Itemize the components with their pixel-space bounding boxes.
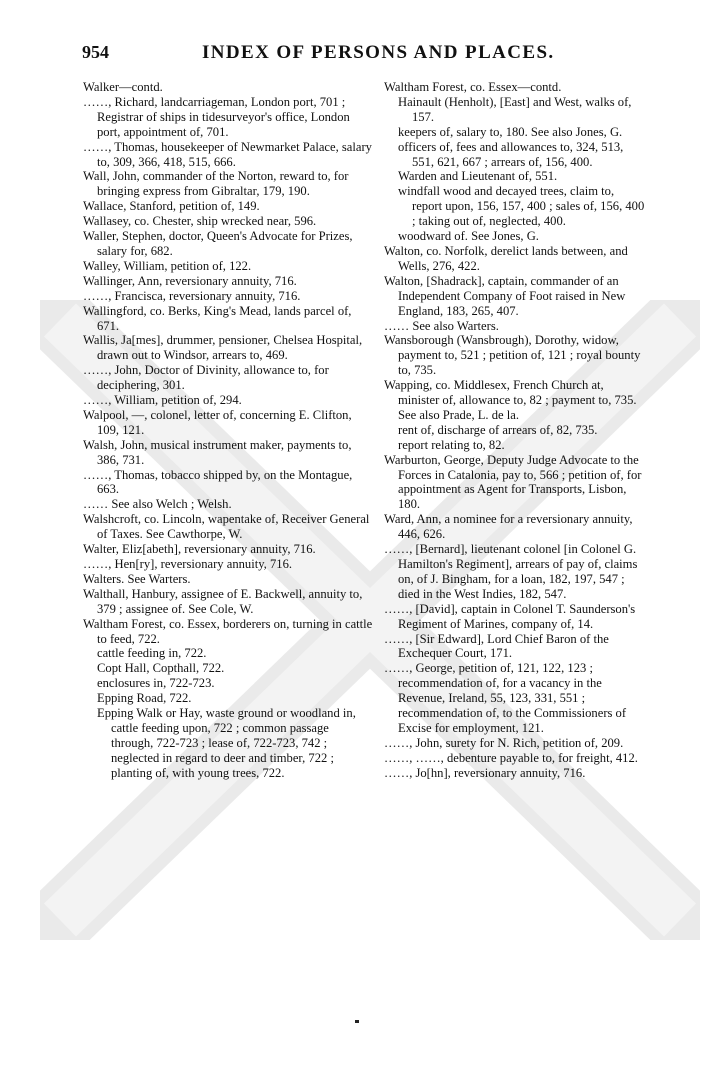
index-entry: Walthall, Hanbury, assignee of E. Backwell, annuity to, 379 ; assignee of. See Cole, W. (83, 586, 363, 616)
left-column (83, 80, 373, 781)
index-subentry: rent of, discharge of arrears of, 82, 735. (398, 422, 598, 437)
index-entry: Walley, William, petition of, 122. (83, 258, 252, 273)
index-entry: ……, [Bernard], lieutenant colonel [in Colonel G. Hamilton's Regiment], arrears of pay of, claims on, of J. Bingham, for a loan, 182, 197, 547 ; died in the West Indies, 182, 547. (384, 542, 638, 601)
page-number: 954 (82, 42, 109, 62)
index-entry: Wallinger, Ann, reversionary annuity, 716. (83, 273, 297, 288)
index-entry: Waltham Forest, co. Essex—contd. (384, 80, 562, 94)
index-entry: Wapping, co. Middlesex, French Church at, minister of, allowance to, 82 ; payment to, 735. See also Prade, L. de la. (384, 378, 637, 422)
index-entry: Walters. See Warters. (83, 571, 191, 586)
index-entry: Wallasey, co. Chester, ship wrecked near, 596. (83, 214, 317, 229)
index-entry: ……, [Sir Edward], Lord Chief Baron of the Exchequer Court, 171. (384, 631, 609, 661)
index-entry: ……, ……, debenture payable to, for freight, 412. (384, 750, 638, 765)
index-subentry: report relating to, 82. (398, 437, 505, 452)
index-entry: Warburton, George, Deputy Judge Advocate to the Forces in Catalonia, pay to, 566 ; petition of, for appointment as Agent for Transports, Lisbon, 180. (384, 452, 642, 512)
index-subentry: Hainault (Henholt), [East] and West, walks of, 157. (398, 94, 632, 124)
index-subentry: cattle feeding in, 722. (97, 646, 207, 661)
index-entry: ……, George, petition of, 121, 122, 123 ; recommendation of, for a vacancy in the Revenue, Ireland, 55, 123, 331, 551 ; recommendation of, to the Commissioners of Excise for employment, 121. (384, 661, 627, 735)
right-column (384, 80, 646, 781)
index-entry: ……, [David], captain in Colonel T. Saunderson's Regiment of Marines, company of, 14. (384, 601, 636, 631)
index-entry: ……, William, petition of, 294. (83, 393, 242, 408)
index-entry: ……, Hen[ry], reversionary annuity, 716. (83, 557, 293, 571)
index-subentry: Epping Road, 722. (97, 691, 192, 706)
index-entry: ……, Thomas, tobacco shipped by, on the Montague, 663. (83, 467, 353, 497)
index-entry: Waller, Stephen, doctor, Queen's Advocate for Prizes, salary for, 682. (83, 229, 353, 258)
index-entry: Wallingford, co. Berks, King's Mead, lands parcel of, 671. (83, 303, 352, 333)
index-entry: ……, Thomas, housekeeper of Newmarket Palace, salary to, 309, 366, 418, 515, 666. (83, 139, 372, 169)
index-entry: Ward, Ann, a nominee for a reversionary annuity, 446, 626. (384, 512, 633, 542)
index-subentry: keepers of, salary to, 180. See also Jones, G. (398, 124, 623, 139)
index-entry: ……, Jo[hn], reversionary annuity, 716. (384, 765, 586, 780)
index-subentry: woodward of. See Jones, G. (398, 229, 539, 244)
index-entry: Walter, Eliz[abeth], reversionary annuity, 716. (83, 542, 316, 557)
index-entry: …… See also Warters. (384, 318, 499, 333)
page-bottom-mark (355, 1020, 359, 1023)
index-entry: ……, John, surety for N. Rich, petition of, 209. (384, 735, 624, 750)
index-entry: Waltham Forest, co. Essex, borderers on, turning in cattle to feed, 722. (83, 616, 373, 646)
index-entry: Walton, [Shadrack], captain, commander of an Independent Company of Foot raised in New England, 183, 265, 407. (384, 273, 626, 318)
index-subentry: Copt Hall, Copthall, 722. (97, 661, 225, 676)
index-entry: Walsh, John, musical instrument maker, payments to, 386, 731. (83, 437, 352, 467)
index-entry: Walshcroft, co. Lincoln, wapentake of, Receiver General of Taxes. See Cawthorpe, W. (83, 512, 370, 542)
index-entry: ……, Richard, landcarriageman, London port, 701 ; Registrar of ships in tidesurveyor's office, London port, appointment of, 701. (83, 94, 350, 139)
index-subentry: officers of, fees and allowances to, 324, 513, 551, 621, 667 ; arrears of, 156, 400. (398, 139, 624, 169)
index-entry: Wall, John, commander of the Norton, reward to, for bringing express from Gibraltar, 179, 190. (83, 169, 349, 199)
index-subentry: enclosures in, 722-723. (97, 676, 215, 691)
index-subentry: windfall wood and decayed trees, claim to, report upon, 156, 157, 400 ; sales of, 156, 400 ; taking out of, neglected, 400. (398, 184, 645, 229)
index-entry: Wallace, Stanford, petition of, 149. (83, 199, 260, 214)
page-title: INDEX OF PERSONS AND PLACES. (202, 42, 555, 63)
index-entry: Walpool, —, colonel, letter of, concerning E. Clifton, 109, 121. (83, 407, 352, 437)
index-entry: …… See also Welch ; Welsh. (83, 497, 232, 512)
index-entry: Wallis, Ja[mes], drummer, pensioner, Chelsea Hospital, drawn out to Windsor, arrears to, 469. (83, 333, 363, 363)
index-entry: Walton, co. Norfolk, derelict lands between, and Wells, 276, 422. (384, 243, 628, 273)
index-entry: Walker—contd. (83, 80, 163, 94)
index-entry: Wansborough (Wansbrough), Dorothy, widow, payment to, 521 ; petition of, 121 ; royal bounty to, 735. (384, 333, 641, 378)
index-entry: ……, John, Doctor of Divinity, allowance to, for deciphering, 301. (83, 363, 329, 393)
page-header (82, 42, 642, 70)
index-subentry: Warden and Lieutenant of, 551. (398, 169, 558, 184)
index-entry: ……, Francisca, reversionary annuity, 716. (83, 288, 301, 303)
index-subentry: Epping Walk or Hay, waste ground or woodland in, cattle feeding upon, 722 ; common passage through, 722-723 ; lease of, 722-723, 742 ; neglected in regard to deer and timber, 722 ; planting of, with young trees, 722. (97, 706, 356, 780)
